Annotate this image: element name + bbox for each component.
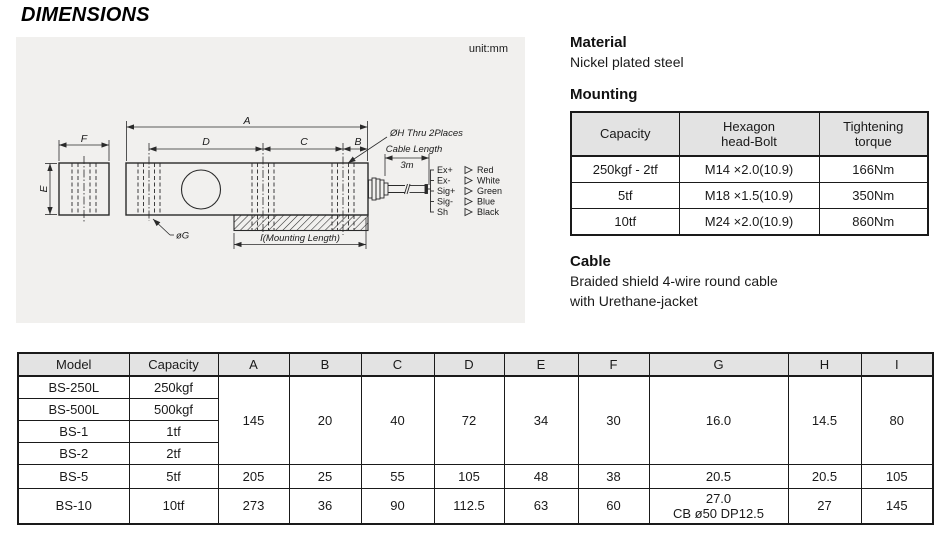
wire-signal: Sig- [437,196,454,207]
merged-h: 14.5 [788,376,861,464]
e-cell: 48 [504,464,578,488]
h-cell: 20.5 [788,464,861,488]
mounting-col-bolt-line2: head-Bolt [721,134,777,149]
merged-c: 40 [361,376,434,464]
unit-label: unit:mm [468,43,508,55]
mounting-torque: 166Nm [819,156,928,183]
capacity-cell: 500kgf [129,398,218,420]
wire-signal: Sh [437,207,449,218]
hole-callout-label: ØH Thru 2Places [390,128,463,139]
dimensions-table [17,352,934,525]
cable-length-label: Cable Length [385,144,443,155]
dim-A [127,121,368,161]
col-a: A [218,353,289,376]
col-e: E [504,353,578,376]
wire-color: Black [477,207,500,218]
col-b: B [289,353,361,376]
col-capacity: Capacity [129,353,218,376]
mounting-heading: Mounting [570,86,638,103]
col-model: Model [18,353,129,376]
f-cell: 60 [578,488,649,524]
wire-color: Green [477,186,503,197]
cable-assembly [369,178,428,200]
col-d: D [434,353,504,376]
page-title: DIMENSIONS [21,4,150,26]
merged-a: 145 [218,376,289,464]
dimension-drawing-panel [16,37,525,323]
material-value: Nickel plated steel [570,54,684,70]
bolt-callout-label: øG [176,230,190,242]
mounting-col-torque-line1: Tightening [843,119,904,134]
main-view [126,143,368,235]
c-cell: 55 [361,464,434,488]
model-cell: BS-1 [18,420,129,442]
mounting-capacity: 10tf [571,209,679,236]
model-cell: BS-10 [18,488,129,524]
table-row-bs5 [18,464,933,488]
a-cell: 273 [218,488,289,524]
mounting-capacity: 5tf [571,183,679,209]
mounting-row [571,156,928,183]
wire-signal: Ex- [437,175,451,186]
specs-column [570,33,942,311]
capacity-cell: 5tf [129,464,218,488]
cable-description-line2: with Urethane-jacket [570,293,698,309]
drawing-geometry [45,121,472,249]
mounting-col-capacity: Capacity [571,112,679,156]
model-cell: BS-250L [18,376,129,398]
merged-g: 16.0 [649,376,788,464]
col-g: G [649,353,788,376]
model-cell: BS-500L [18,398,129,420]
wire-color: Red [477,165,494,176]
d-cell: 105 [434,464,504,488]
wire-triangles [465,167,472,216]
c-cell: 90 [361,488,434,524]
e-cell: 63 [504,488,578,524]
model-cell: BS-2 [18,442,129,464]
wire-color: Blue [477,196,496,207]
mounting-bolt: M14 ×2.0(10.9) [679,156,819,183]
side-view [59,156,109,222]
load-cell-drawing [16,37,525,323]
dim-label-b: B [354,136,362,148]
capacity-cell: 10tf [129,488,218,524]
g-cell-line2: CB ø50 DP12.5 [672,505,765,521]
mounting-col-torque-line2: torque [854,134,892,149]
table-row-bs10 [18,488,933,524]
mounting-capacity: 250kgf - 2tf [571,156,679,183]
mounting-bolt: M18 ×1.5(10.9) [679,183,819,209]
capacity-cell: 2tf [129,442,218,464]
f-cell: 38 [578,464,649,488]
col-f: F [578,353,649,376]
col-c: C [361,353,434,376]
mounting-table [570,111,929,236]
model-cell: BS-5 [18,464,129,488]
mounting-row [571,183,928,209]
i-cell: 105 [861,464,933,488]
mounting-col-torque [819,112,928,156]
col-i: I [861,353,933,376]
dim-label-f: F [80,133,88,145]
g-cell-line1: 27.0 [705,490,732,506]
cable-heading: Cable [570,253,611,270]
a-cell: 205 [218,464,289,488]
g-cell: 20.5 [649,464,788,488]
material-heading: Material [570,34,627,51]
wire-signal: Sig+ [437,186,456,197]
dim-label-e: E [38,185,50,193]
d-cell: 112.5 [434,488,504,524]
mounting-row [571,209,928,236]
wire-signal: Ex+ [437,165,453,176]
h-cell: 27 [788,488,861,524]
merged-i: 80 [861,376,933,464]
col-h: H [788,353,861,376]
mounting-plate-hatch [234,215,368,231]
table-row-bs250l [18,376,933,398]
merged-d: 72 [434,376,504,464]
merged-b: 20 [289,376,361,464]
wire-legend [437,165,502,217]
bolt-callout-leader [153,219,174,235]
mounting-col-bolt [679,112,819,156]
merged-e: 34 [504,376,578,464]
i-cell: 145 [861,488,933,524]
merged-f: 30 [578,376,649,464]
capacity-cell: 250kgf [129,376,218,398]
mounting-torque: 350Nm [819,183,928,209]
mounting-col-bolt-line1: Hexagon [722,119,776,134]
wire-color: White [477,175,501,186]
mounting-bolt: M24 ×2.0(10.9) [679,209,819,236]
mounting-header-row [571,112,928,156]
capacity-cell: 1tf [129,420,218,442]
wire-bracket [428,170,435,213]
b-cell: 25 [289,464,361,488]
cable-description-line1: Braided shield 4-wire round cable [570,273,778,289]
g-cell [649,488,788,524]
cable-length-value: 3m [400,160,414,171]
b-cell: 36 [289,488,361,524]
dim-label-a: A [243,115,251,127]
mounting-torque: 860Nm [819,209,928,236]
dim-label-d: D [202,136,210,148]
dims-header-row [18,353,933,376]
mounting-length-label: I(Mounting Length) [260,233,340,244]
dim-label-c: C [300,136,308,148]
